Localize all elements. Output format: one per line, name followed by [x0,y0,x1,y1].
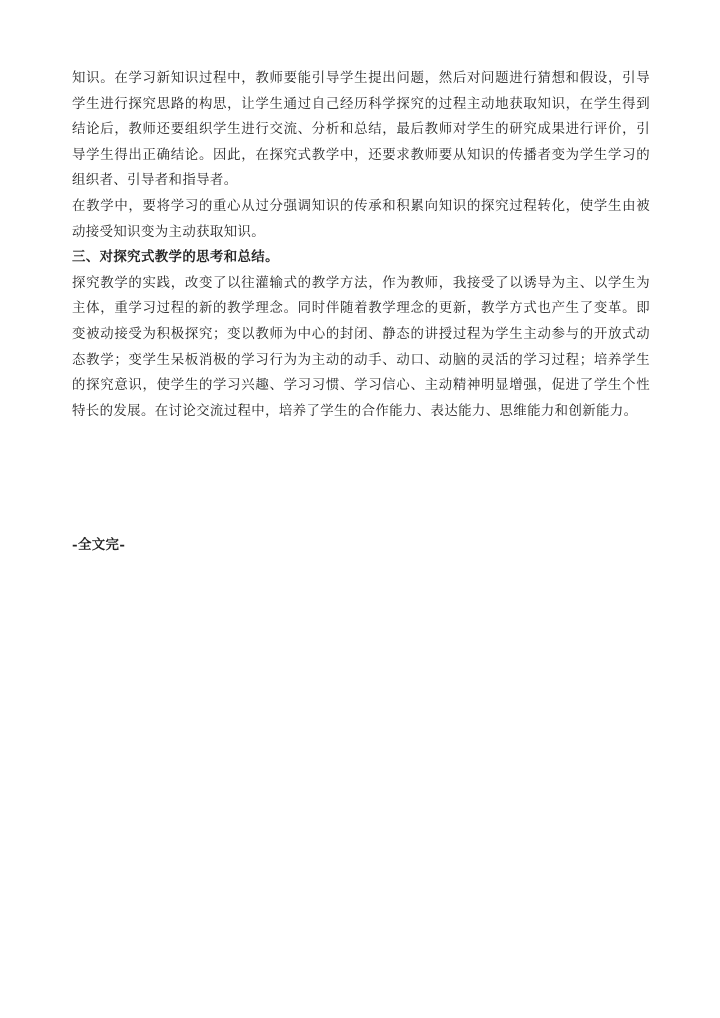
body-paragraph-2: 在教学中，要将学习的重心从过分强调知识的传承和积累向知识的探究过程转化，使学生由被动接受知识变为主动获取知识。 [72,198,650,240]
body-paragraph-1: 知识。在学习新知识过程中，教师要能引导学生提出问题，然后对问题进行猜想和假设，引导学生进行探究思路的构思，让学生通过自己经历科学探究的过程主动地获取知识，在学生得到结论后，教师还要组织学生进行交流、分析和总结，最后教师对学生的研究成果进行评价，引导学生得出正确结论。因此，在探究式教学中，还要求教师要从知识的传播者变为学生学习的组织者、引导者和指导者。 [72,71,650,189]
document-body [72,66,650,424]
body-paragraph-3: 探究教学的实践，改变了以往灌输式的教学方法，作为教师，我接受了以诱导为主、以学生为主体，重学习过程的新的教学理念。同时伴随着教学理念的更新，教学方式也产生了变革。即变被动接受为积极探究；变以教师为中心的封闭、静态的讲授过程为学生主动参与的开放式动态教学；变学生呆板消极的学习行为为主动的动手、动口、动脑的灵活的学习过程；培养学生的探究意识，使学生的学习兴趣、学习习惯、学习信心、主动精神明显增强，促进了学生个性特长的发展。在讨论交流过程中，培养了学生的合作能力、表达能力、思维能力和创新能力。 [72,275,650,419]
section-heading: 三、对探究式教学的思考和总结。 [72,249,279,266]
end-of-document-mark: -全文完- [72,537,126,553]
